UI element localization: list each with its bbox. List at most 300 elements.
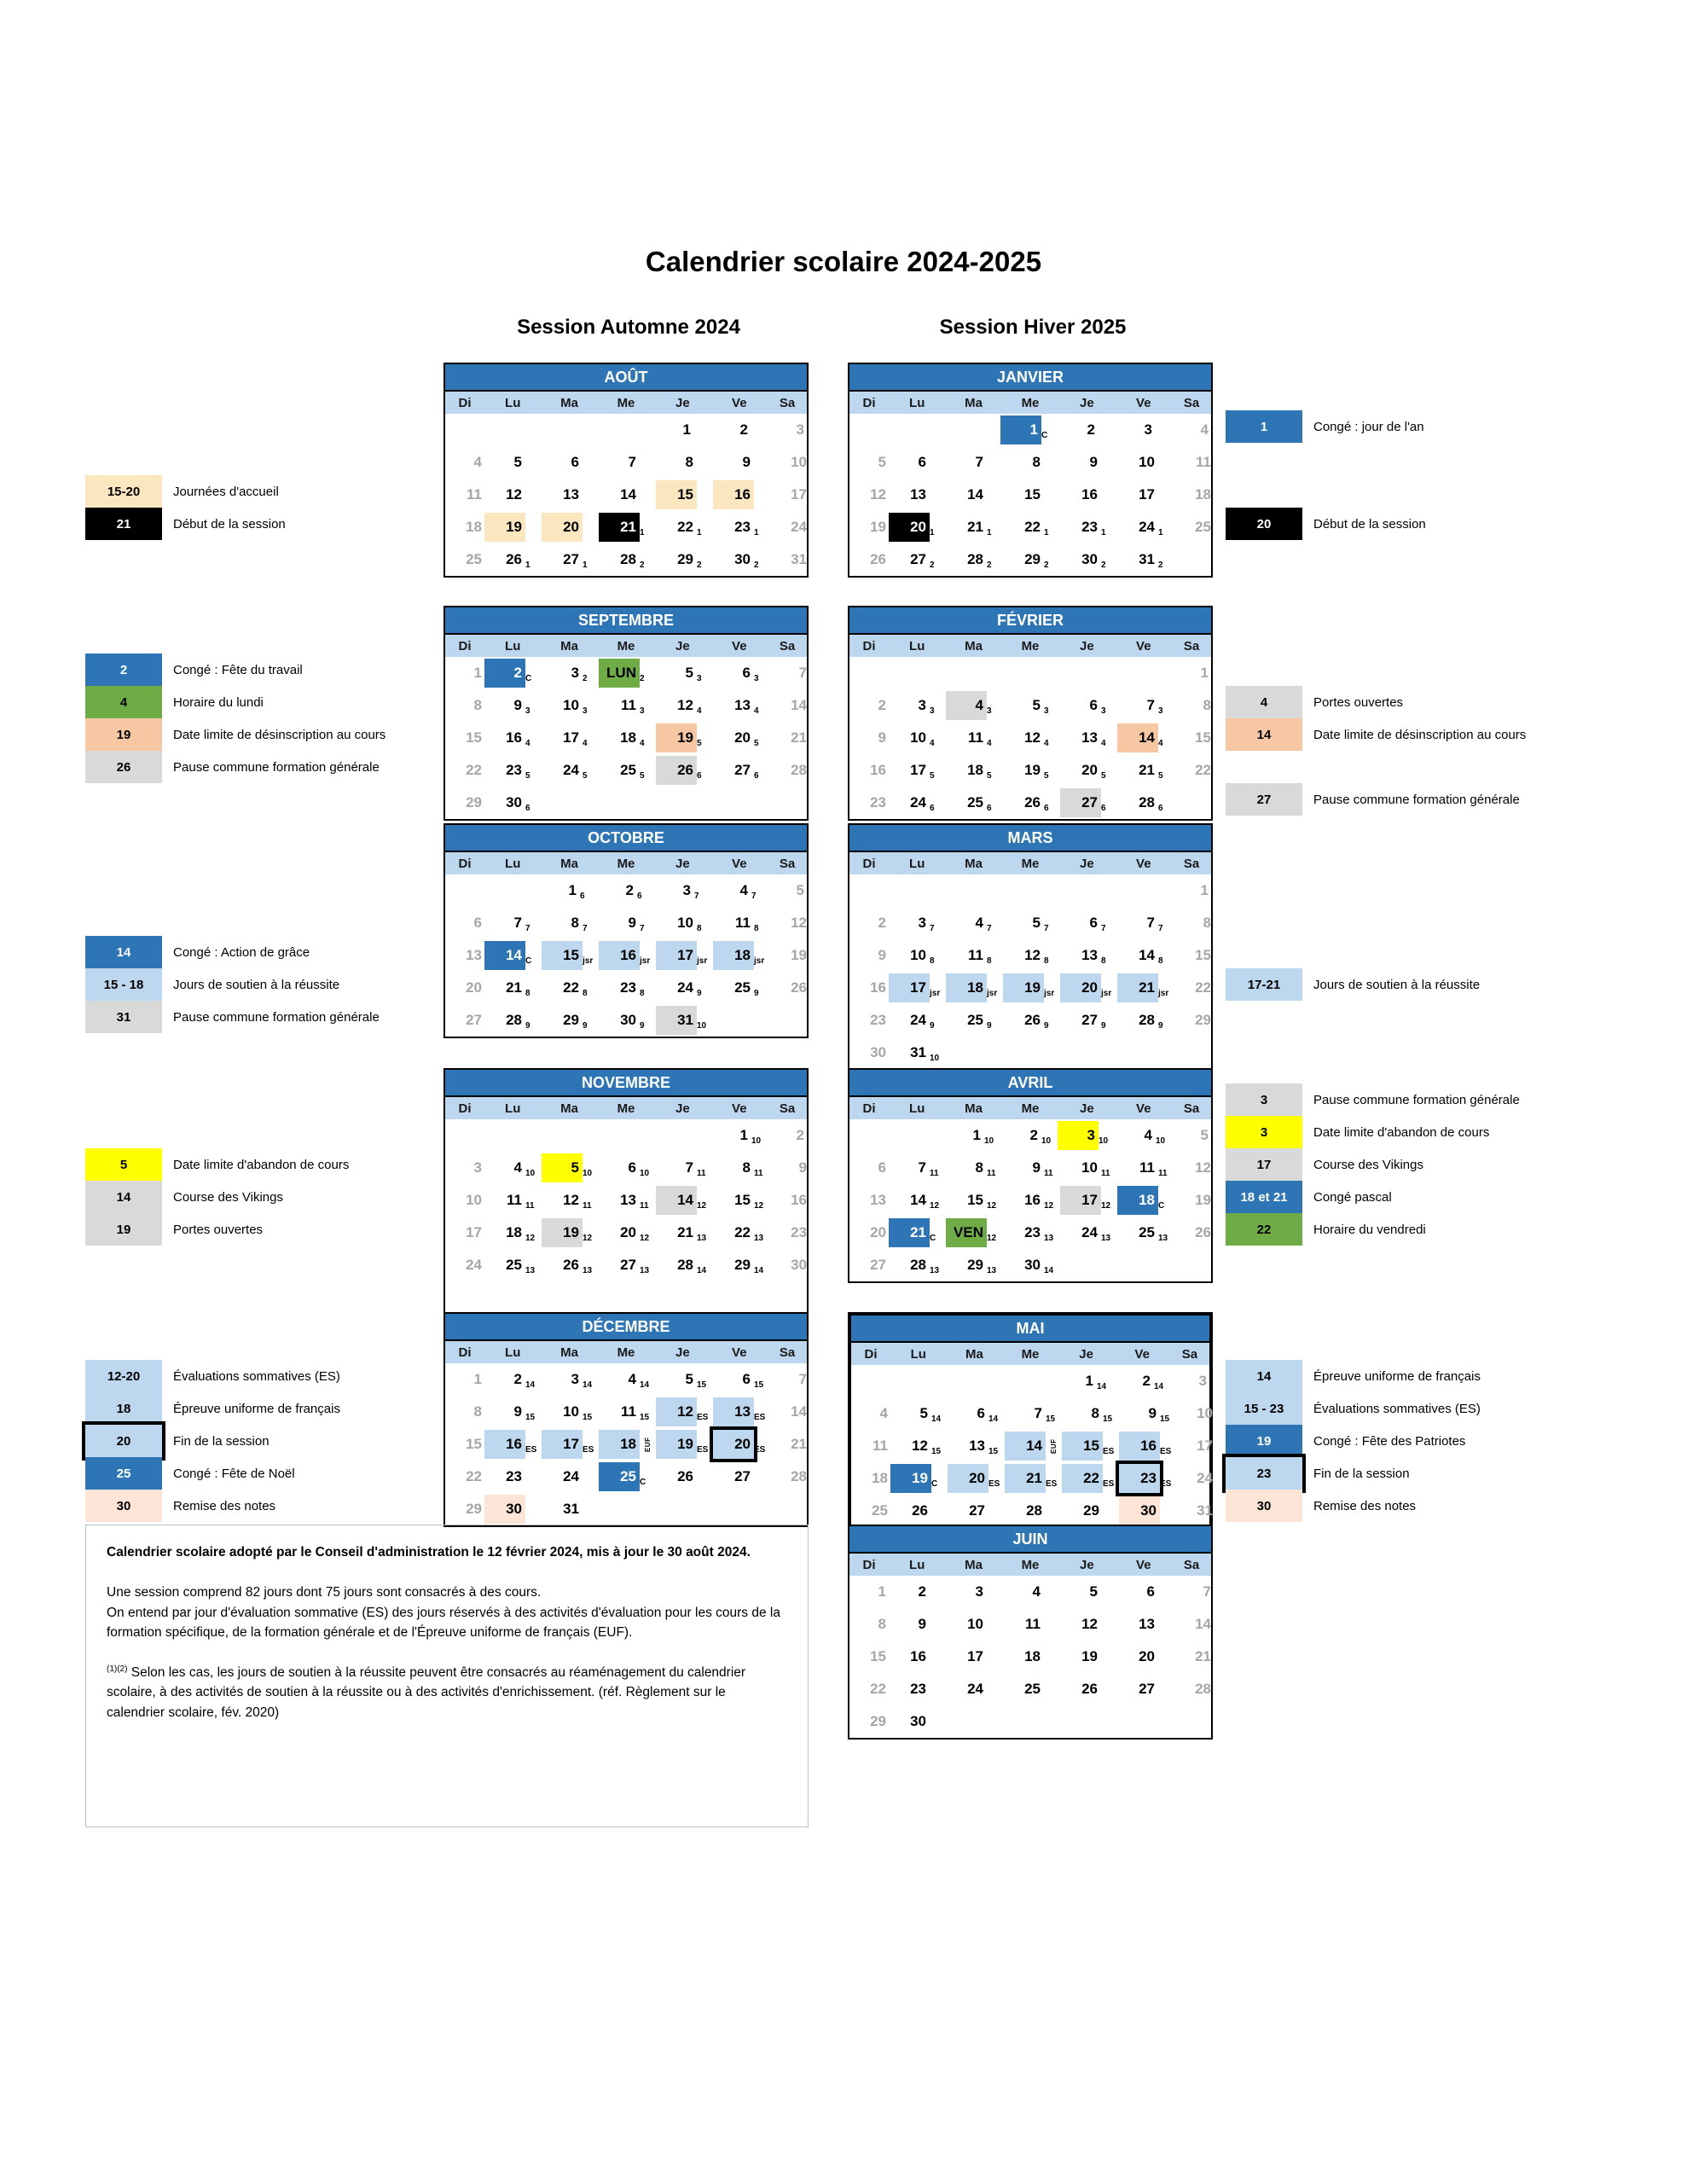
weekday-header: Di (458, 1101, 472, 1116)
day-subscript (583, 448, 599, 477)
session-winter-title: Session Hiver 2025 (939, 316, 1127, 339)
day-subscript: 8 (1101, 956, 1106, 966)
day-cell (1060, 787, 1117, 819)
day-number: LUN (599, 659, 640, 688)
day-number: 5 (513, 454, 522, 470)
day-number: 10 (910, 947, 926, 963)
day-subscript: 7 (751, 892, 757, 901)
day-number: 2 (739, 421, 748, 438)
day-number: 24 (563, 762, 579, 778)
day-subscript: 10 (751, 1136, 762, 1146)
day-subscript: 4 (930, 739, 935, 748)
day-cell (1174, 1673, 1214, 1705)
day-cell (713, 1152, 770, 1184)
day-number: 18 (506, 1224, 522, 1240)
day-cell (1119, 1430, 1176, 1462)
day-subscript: 2 (697, 561, 702, 570)
day-cell (711, 1493, 768, 1525)
day-subscript: 4 (640, 739, 645, 748)
day-cell (1116, 1249, 1173, 1281)
day-cell (445, 1363, 484, 1396)
day-subscript: 6 (525, 804, 530, 813)
day-number: 8 (473, 1403, 482, 1420)
week-row (445, 446, 807, 479)
day-number: 20 (713, 1430, 754, 1459)
day-cell (1060, 446, 1117, 479)
day-number: 9 (1148, 1405, 1157, 1421)
day-subscript: 11 (987, 1169, 996, 1178)
day-cell (770, 1152, 809, 1184)
day-cell (1172, 1037, 1211, 1069)
day-number: 29 (1195, 1012, 1211, 1028)
day-subscript: 9 (930, 1021, 935, 1031)
day-cell (946, 1641, 1003, 1673)
day-subscript (583, 513, 599, 542)
day-cell (770, 1184, 809, 1217)
week-row (849, 1004, 1211, 1037)
day-number: 1 (972, 1127, 981, 1143)
day-cell (1060, 511, 1117, 543)
day-subscript: 15 (931, 1447, 942, 1456)
month-mars (848, 823, 1213, 1071)
day-subscript: 6 (754, 771, 759, 781)
legend-swatch: 31 (85, 1001, 162, 1033)
day-number: 29 (1083, 1502, 1099, 1519)
day-cell (1003, 1673, 1060, 1705)
day-subscript: 7 (930, 924, 935, 933)
day-cell (945, 414, 1001, 446)
legend-item (85, 1360, 340, 1392)
day-subscript: 4 (987, 739, 992, 748)
day-number: 14 (791, 1403, 807, 1420)
day-subscript (930, 1577, 946, 1606)
week-row (849, 787, 1211, 819)
day-cell (1005, 1462, 1062, 1495)
day-cell (948, 1430, 1005, 1462)
day-cell (1060, 1576, 1117, 1608)
day-number: 16 (506, 729, 522, 746)
day-subscript (1101, 1642, 1117, 1671)
day-number: 25 (1139, 1224, 1155, 1240)
day-number: 20 (1081, 762, 1098, 778)
day-number: 27 (734, 762, 751, 778)
day-subscript (987, 480, 1003, 509)
day-cell (1117, 1184, 1174, 1217)
weekday-header: Ve (1136, 856, 1151, 871)
day-subscript: 5 (987, 771, 992, 781)
day-number: 8 (473, 697, 482, 713)
day-number: 16 (870, 762, 886, 778)
day-subscript (987, 1577, 1003, 1606)
weekday-header: Lu (910, 1346, 926, 1362)
day-cell (1002, 1037, 1058, 1069)
day-cell (1174, 511, 1214, 543)
day-subscript: 3 (640, 706, 645, 716)
day-cell (710, 414, 768, 446)
day-number: 24 (1081, 1224, 1098, 1240)
weekday-header: Di (458, 638, 472, 653)
day-cell (656, 1396, 713, 1428)
day-number: 10 (563, 1403, 579, 1420)
day-number: 20 (948, 1464, 988, 1493)
day-cell (851, 1365, 890, 1397)
day-cell (599, 1249, 656, 1281)
weekday-header: Me (617, 395, 635, 410)
day-number: 5 (919, 1405, 928, 1421)
week-row (445, 1428, 807, 1461)
day-number: 13 (910, 486, 926, 502)
day-cell (599, 511, 656, 543)
day-number: 15 (542, 941, 583, 970)
day-number: 19 (542, 1218, 583, 1247)
day-cell (542, 689, 599, 722)
day-cell (713, 511, 770, 543)
week-row (849, 1576, 1211, 1608)
month-aout (443, 363, 809, 578)
day-number: 23 (870, 1012, 886, 1028)
day-subscript: 2 (1101, 561, 1106, 570)
day-number: 14 (967, 486, 983, 502)
legend-label: Congé : Action de grâce (173, 944, 310, 960)
day-cell (713, 1396, 770, 1428)
day-subscript: 8 (697, 924, 702, 933)
day-number: 7 (1203, 1583, 1211, 1600)
day-subscript: 11 (754, 1169, 763, 1178)
day-cell (1117, 511, 1174, 543)
legend-item (85, 1148, 349, 1181)
weekday-header: Lu (909, 1101, 925, 1116)
weekday-header-row (849, 1554, 1211, 1576)
day-number: 11 (467, 486, 482, 502)
weekday-header: Di (458, 856, 472, 871)
day-number: 28 (967, 551, 983, 567)
day-cell (1060, 972, 1117, 1004)
legend-label: Horaire du lundi (173, 694, 264, 710)
day-number: 14 (910, 1192, 926, 1208)
day-cell (1117, 1152, 1174, 1184)
day-number: 21 (1195, 1648, 1211, 1664)
legend-label: Pause commune formation générale (173, 1009, 380, 1025)
day-number: 17 (1060, 1186, 1101, 1215)
day-number: 18 (1024, 1648, 1041, 1664)
day-number: 16 (484, 1430, 525, 1459)
day-subscript: 12 (1044, 1201, 1054, 1211)
legend-swatch: 26 (85, 751, 162, 783)
day-number: 26 (656, 756, 697, 785)
day-cell (946, 1152, 1003, 1184)
day-cell (1002, 657, 1058, 689)
day-cell (1060, 939, 1117, 972)
day-subscript: 11 (1101, 1169, 1110, 1178)
weekday-header-row (849, 852, 1211, 874)
day-cell (656, 1152, 713, 1184)
day-cell (599, 657, 656, 689)
day-cell (1003, 1217, 1060, 1249)
day-number: 9 (1089, 454, 1098, 470)
day-subscript: 7 (987, 924, 992, 933)
day-number: 23 (1081, 519, 1098, 535)
day-cell (770, 1217, 809, 1249)
weekday-header: Di (458, 395, 472, 410)
legend-swatch: 19 (1226, 1425, 1302, 1457)
day-subscript: 7 (583, 924, 588, 933)
week-row (445, 543, 807, 576)
day-cell (889, 479, 946, 511)
day-cell (946, 1673, 1003, 1705)
legend-swatch: 18 (85, 1392, 162, 1425)
day-number: 6 (571, 454, 579, 470)
day-number: 20 (466, 979, 482, 996)
day-cell (849, 1152, 889, 1184)
day-cell (946, 907, 1003, 939)
day-cell (1176, 1430, 1215, 1462)
day-number: 30 (1081, 551, 1098, 567)
day-cell (946, 1365, 1001, 1397)
day-number: 14 (1139, 947, 1155, 963)
week-row (445, 511, 807, 543)
day-number: 1 (878, 1583, 886, 1600)
week-row (849, 754, 1211, 787)
legend-swatch: 3 (1226, 1116, 1302, 1148)
day-number: 13 (620, 1192, 636, 1208)
day-subscript: 1 (987, 528, 992, 537)
day-number: 8 (1091, 1405, 1099, 1421)
day-cell (889, 446, 946, 479)
day-cell (445, 1396, 484, 1428)
day-cell (598, 787, 654, 819)
day-subscript: 15 (525, 1413, 536, 1422)
day-cell (849, 754, 889, 787)
day-subscript: jsr (1044, 989, 1055, 998)
legend-item (85, 508, 286, 540)
day-subscript: 14 (697, 1266, 707, 1275)
day-cell (1174, 689, 1214, 722)
day-subscript (1158, 1577, 1174, 1606)
day-subscript: 2 (987, 561, 992, 570)
day-number: 2 (1087, 421, 1095, 438)
day-cell (445, 657, 484, 689)
day-cell (599, 907, 656, 939)
day-cell (1172, 1119, 1211, 1152)
day-cell (1003, 1249, 1060, 1281)
day-subscript (930, 1675, 946, 1704)
day-subscript: 6 (637, 892, 642, 901)
day-number: 31 (656, 1006, 697, 1035)
day-number: 18 (1117, 1186, 1158, 1215)
day-number: 30 (620, 1012, 636, 1028)
day-number: 13 (969, 1438, 985, 1454)
day-cell (851, 1397, 890, 1430)
day-cell (1060, 907, 1117, 939)
day-subscript: jsr (1158, 989, 1169, 998)
day-subscript: 8 (583, 989, 588, 998)
day-subscript: jsr (930, 989, 941, 998)
week-row (849, 511, 1211, 543)
day-subscript (987, 1642, 1003, 1671)
day-cell (889, 1119, 943, 1152)
legend-label: Épreuve uniforme de français (173, 1401, 340, 1416)
day-number: 15 (967, 1192, 983, 1208)
day-number: 17 (910, 762, 926, 778)
day-cell (713, 1249, 770, 1281)
day-cell (656, 689, 713, 722)
day-cell (1117, 1217, 1174, 1249)
day-number: 2 (796, 1127, 804, 1143)
day-number: 11 (1196, 454, 1211, 470)
day-number: 17 (542, 1430, 583, 1459)
day-number: 16 (1081, 486, 1098, 502)
day-cell (770, 722, 809, 754)
day-subscript (1101, 1675, 1117, 1704)
day-number: 10 (910, 729, 926, 746)
day-cell (946, 543, 1003, 576)
day-number: 8 (975, 1159, 983, 1176)
week-row (445, 787, 807, 819)
day-number: 15 (1195, 947, 1211, 963)
day-cell (849, 1249, 889, 1281)
day-number: 1 (1200, 665, 1209, 681)
day-subscript: ES (583, 1445, 594, 1455)
day-subscript (583, 1495, 599, 1524)
day-cell (770, 1249, 809, 1281)
day-cell (768, 1004, 807, 1037)
day-number: 11 (968, 729, 983, 746)
day-cell (849, 1576, 889, 1608)
day-number: 30 (506, 794, 522, 810)
day-cell (597, 414, 653, 446)
day-number: 11 (1025, 1616, 1041, 1632)
day-number: 12 (791, 915, 807, 931)
week-row (849, 446, 1211, 479)
day-cell (599, 543, 656, 576)
day-cell (445, 511, 484, 543)
weekday-header: Ma (965, 1101, 983, 1116)
day-cell (1174, 907, 1214, 939)
day-cell (946, 1184, 1003, 1217)
footnote-reference-marks: (1)(2) (107, 1664, 128, 1674)
day-number: 20 (542, 513, 583, 542)
day-number: 20 (734, 729, 751, 746)
month-novembre (443, 1068, 809, 1316)
day-subscript: C (1158, 1201, 1165, 1211)
day-subscript: 11 (1158, 1169, 1168, 1178)
month-mai (848, 1312, 1213, 1531)
day-cell (1003, 543, 1060, 576)
day-cell (653, 414, 710, 446)
day-cell (889, 1037, 946, 1069)
day-subscript (754, 480, 770, 509)
month-title: MAI (851, 1316, 1209, 1343)
day-number: 4 (473, 454, 482, 470)
day-number: 21 (506, 979, 522, 996)
day-subscript: 15 (697, 1380, 707, 1390)
legend-item (1226, 718, 1526, 751)
day-number: 11 (1139, 1159, 1155, 1176)
day-cell (945, 874, 1001, 907)
week-row (445, 689, 807, 722)
weekday-header-row (849, 392, 1211, 414)
legend-swatch: 14 (85, 1181, 162, 1213)
day-cell (542, 972, 599, 1004)
day-cell (890, 1430, 948, 1462)
day-cell (445, 1461, 484, 1493)
day-cell (710, 1119, 768, 1152)
day-cell (1117, 907, 1174, 939)
day-cell (445, 1152, 484, 1184)
day-number: 11 (621, 1403, 636, 1420)
day-cell (1062, 1430, 1119, 1462)
day-number: 27 (1081, 1012, 1098, 1028)
day-cell (1060, 722, 1117, 754)
day-subscript: C (525, 956, 532, 966)
day-number: 7 (975, 454, 983, 470)
legend-item (1226, 686, 1403, 718)
day-number: 6 (1089, 915, 1098, 931)
day-cell (484, 972, 542, 1004)
day-number: 12 (1081, 1616, 1098, 1632)
day-cell (713, 754, 770, 787)
day-number: 20 (1139, 1648, 1155, 1664)
week-row (445, 972, 807, 1004)
day-subscript: 4 (525, 739, 530, 748)
day-subscript: 15 (1103, 1414, 1113, 1424)
day-subscript (583, 480, 599, 509)
day-cell (656, 907, 713, 939)
day-cell (1116, 1037, 1172, 1069)
day-number: 21 (791, 1436, 807, 1452)
day-number: 21 (1005, 1464, 1046, 1493)
day-number: 18 (1195, 486, 1211, 502)
day-cell (770, 907, 809, 939)
day-cell (542, 939, 599, 972)
day-cell (1060, 1004, 1117, 1037)
day-cell (1174, 543, 1214, 576)
day-cell (1115, 414, 1172, 446)
day-cell (1174, 787, 1214, 819)
week-row (849, 1217, 1211, 1249)
day-subscript: 13 (697, 1234, 707, 1243)
day-cell (713, 689, 770, 722)
weekday-header: Ve (1136, 395, 1151, 410)
day-cell (1060, 1184, 1117, 1217)
day-number: 6 (742, 1371, 751, 1387)
day-number: 12 (656, 1397, 697, 1426)
day-cell (849, 511, 889, 543)
day-subscript: 7 (1158, 924, 1163, 933)
day-cell (1003, 689, 1060, 722)
day-cell (849, 1641, 889, 1673)
day-number: 4 (1144, 1127, 1152, 1143)
day-subscript: 9 (583, 1021, 588, 1031)
day-number: 23 (506, 762, 522, 778)
day-cell (946, 1576, 1003, 1608)
day-subscript: 1 (930, 528, 935, 537)
day-subscript: 4 (583, 739, 588, 748)
day-subscript: 9 (754, 989, 759, 998)
day-cell (1172, 657, 1211, 689)
day-cell (1000, 414, 1058, 446)
day-subscript (1160, 1496, 1176, 1525)
day-number: 27 (870, 1257, 886, 1273)
day-cell (484, 787, 542, 819)
legend-item (85, 718, 386, 751)
day-cell (713, 907, 770, 939)
day-number: 4 (1032, 1583, 1041, 1600)
day-cell (484, 1428, 542, 1461)
day-subscript: 8 (525, 989, 530, 998)
day-cell (484, 689, 542, 722)
weekday-header: Ma (560, 1345, 579, 1360)
